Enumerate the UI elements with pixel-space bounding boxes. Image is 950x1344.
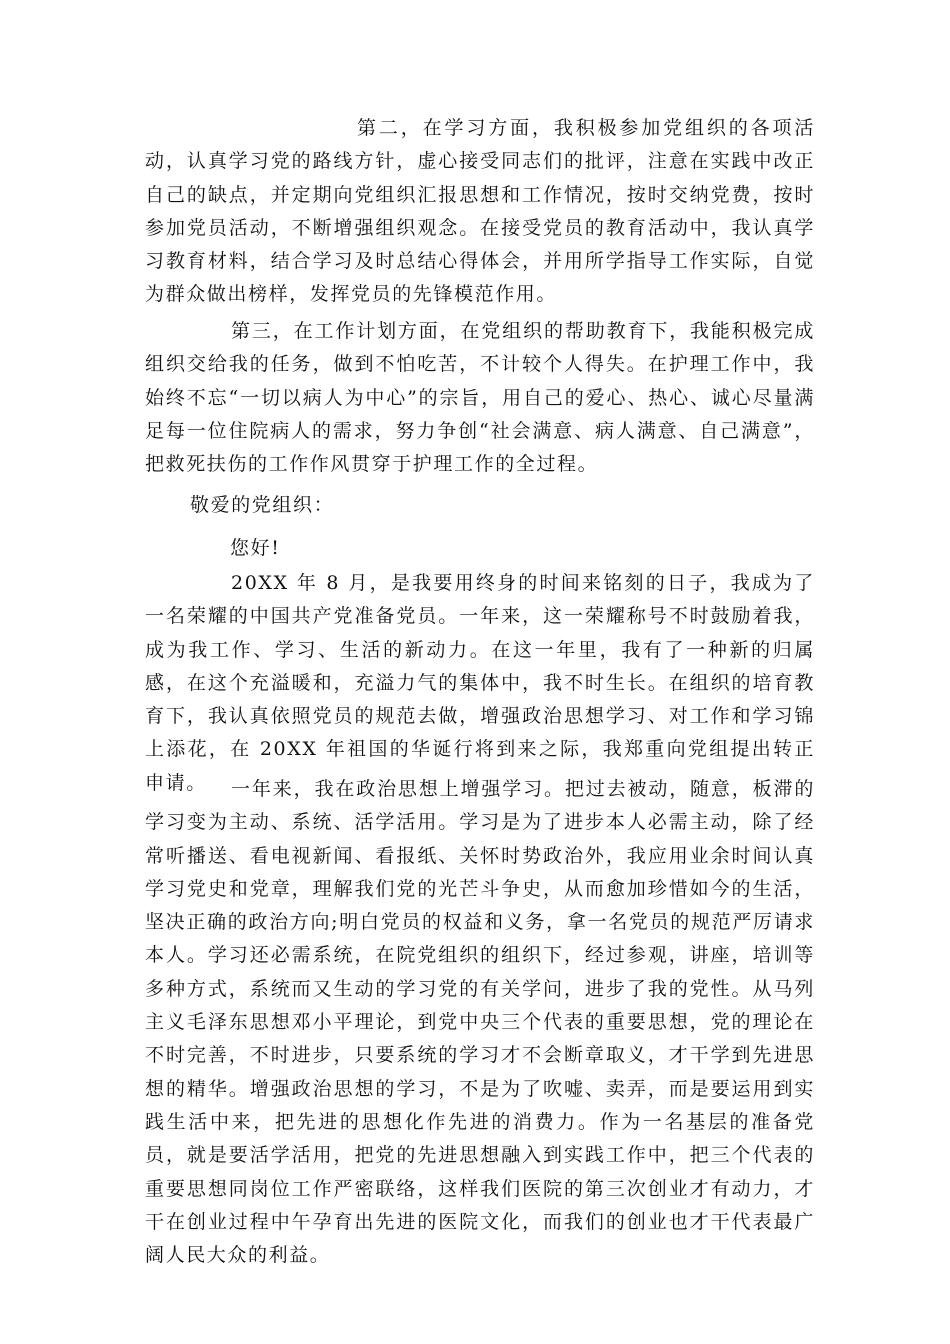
paragraph-political-study: 一年来，我在政治思想上增强学习。把过去被动，随意，板滞的学习变为主动、系统、活学活用。学习是为了进步本人必需主动，除了经常听播送、看电视新闻、看报纸、关怀时势政治外，我应用业余时间认真学习党史和党章，理解我们党的光芒斗争史，从而愈加珍惜如今的生活，坚决正确的政治方向;明白党员的权益和义务，拿一名党员的规范严厉请求本人。学习还必需系统，在院党组织的组织下，经过参观，讲座，培训等多种方式，系统而又生动的学习党的有关学问，进步了我的党性。从马列主义毛泽东思想邓小平理论，到党中央三个代表的重要思想，党的理论在不时完善，不时进步，只要系统的学习才不会断章取义，才干学到先进思想的精华。增强政治思想的学习，不是为了吹嘘、卖弄，而是要运用到实践生活中来，把先进的思想化作先进的消费力。作为一名基层的准备党员，就是要活学活用，把党的先进思想融入到实践工作中，把三个代表的重要思想同岗位工作严密联络，这样我们医院的第三次创业才有动力，才干在创业过程中午孕育出先进的医院文化，而我们的创业也才干代表最广阔人民大众的利益。 [145, 778, 815, 1267]
greeting: 您好! [230, 537, 281, 559]
paragraph-work-plan: 第三，在工作计划方面，在党组织的帮助教育下，我能积极完成组织交给我的任务，做到不怕吃苦，不计较个人得失。在护理工作中，我始终不忘“一切以病人为中心”的宗旨，用自己的爱心、热心、诚心尽量满足每一位住院病人的需求，努力争创“社会满意、病人满意、自己满意”，把救死扶伤的工作作风贯穿于护理工作的全过程。 [145, 320, 815, 476]
paragraph-intro: 20XX 年 8 月，是我要用终身的时间来铭刻的日子，我成为了一名荣耀的中国共产党准备党员。一年来，这一荣耀称号不时鼓励着我，成为我工作、学习、生活的新动力。在这一年里，我有了一种新的归属感，在这个充溢暖和，充溢力气的集体中，我不时生长。在组织的培育教育下，我认真依照党员的规范去做，增强政治思想学习、对工作和学习锦上添花，在 20XX 年祖国的华诞行将到来之际，我郑重向党组提出转正申请。 [145, 572, 815, 794]
salutation: 敬爱的党组织： [190, 494, 335, 516]
paragraph-study: 第二，在学习方面，我积极参加党组织的各项活动，认真学习党的路线方针，虚心接受同志们的批评，注意在实践中改正自己的缺点，并定期向党组织汇报思想和工作情况，按时交纳党费，按时参加党员活动，不断增强组织观念。在接受党员的教育活动中，我认真学习教育材料，结合学习及时总结心得体会，并用所学指导工作实际，自觉为群众做出榜样，发挥党员的先锋模范作用。 [145, 117, 815, 306]
